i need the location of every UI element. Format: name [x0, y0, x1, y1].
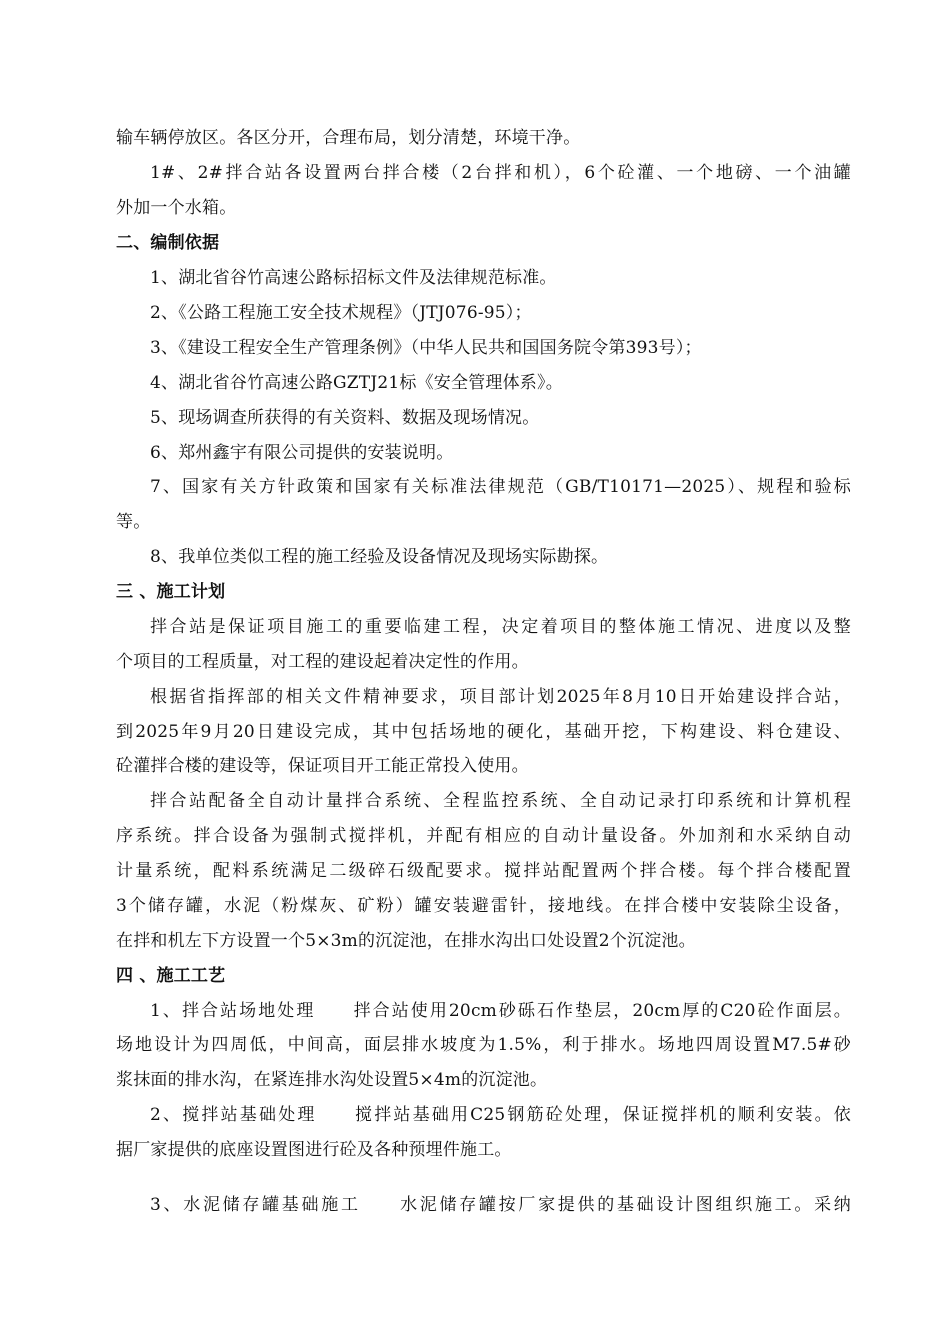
section-heading: 二、编制依据: [116, 233, 220, 253]
body-text-line: 到2025年9月20日建设完成，其中包括场地的硬化，基础开挖，下构建设、料仓建设、: [116, 722, 851, 742]
section-heading: 三 、施工计划: [116, 582, 226, 602]
list-item: 4、湖北省谷竹高速公路GZTJ21标《安全管理体系》。: [150, 373, 563, 393]
body-text-line: 外加一个水箱。: [116, 198, 237, 218]
body-text-line: 在拌和机左下方设置一个5×3m的沉淀池，在排水沟出口处设置2个沉淀池。: [116, 931, 696, 951]
body-text-line: 据厂家提供的底座设置图进行砼及各种预埋件施工。: [116, 1140, 512, 1160]
list-item: 7、国家有关方针政策和国家有关标准法律规范（GB/T10171—2025）、规程和验标: [150, 477, 851, 497]
body-text-line: 砼灌拌合楼的建设等，保证项目开工能正常投入使用。: [116, 756, 529, 776]
list-item: 3、《建设工程安全生产管理条例》（中华人民共和国国务院令第393号）；: [150, 338, 702, 358]
body-text-line: 1#、2#拌合站各设置两台拌合楼（2台拌和机），6个砼灌、一个地磅、一个油罐: [150, 163, 851, 183]
body-text-line: 根据省指挥部的相关文件精神要求，项目部计划2025年8月10日开始建设拌合站，: [150, 687, 851, 707]
body-text-line: 3个储存罐，水泥（粉煤灰、矿粉）罐安装避雷针，接地线。在拌合楼中安装除尘设备，: [116, 896, 851, 916]
body-text-line: 个项目的工程质量，对工程的建设起着决定性的作用。: [116, 652, 529, 672]
list-item: 8、我单位类似工程的施工经验及设备情况及现场实际勘探。: [150, 547, 609, 567]
list-item: 5、现场调查所获得的有关资料、数据及现场情况。: [150, 408, 540, 428]
body-text-line: 拌合站配备全自动计量拌合系统、全程监控系统、全自动记录打印系统和计算机程: [150, 791, 851, 811]
list-item: 6、郑州鑫宇有限公司提供的安装说明。: [150, 443, 454, 463]
body-text-line: 1、拌合站场地处理 拌合站使用20cm砂砾石作垫层，20cm厚的C20砼作面层。: [150, 1001, 851, 1021]
body-text-line: 2、搅拌站基础处理 搅拌站基础用C25钢筋砼处理，保证搅拌机的顺利安装。依: [150, 1105, 851, 1125]
body-text-line: 场地设计为四周低，中间高，面层排水坡度为1.5%，利于排水。场地四周设置M7.5#砂: [116, 1035, 851, 1055]
list-item: 1、湖北省谷竹高速公路标招标文件及法律规范标准。: [150, 268, 557, 288]
list-item-continuation: 等。: [116, 512, 151, 532]
body-text-line: 计量系统，配料系统满足二级碎石级配要求。搅拌站配置两个拌合楼。每个拌合楼配置: [116, 861, 851, 881]
section-heading: 四 、施工工艺: [116, 966, 226, 986]
body-text-line: 3、水泥储存罐基础施工 水泥储存罐按厂家提供的基础设计图组织施工。采纳: [150, 1195, 851, 1215]
body-text-line: 序系统。拌合设备为强制式搅拌机，并配有相应的自动计量设备。外加剂和水采纳自动: [116, 826, 851, 846]
body-text-line: 拌合站是保证项目施工的重要临建工程，决定着项目的整体施工情况、进度以及整: [150, 617, 851, 637]
body-text-line: 输车辆停放区。各区分开，合理布局，划分清楚，环境干净。: [116, 128, 581, 148]
list-item: 2、《公路工程施工安全技术规程》（JTJ076-95）；: [150, 303, 532, 323]
body-text-line: 浆抹面的排水沟，在紧连排水沟处设置5×4m的沉淀池。: [116, 1070, 548, 1090]
